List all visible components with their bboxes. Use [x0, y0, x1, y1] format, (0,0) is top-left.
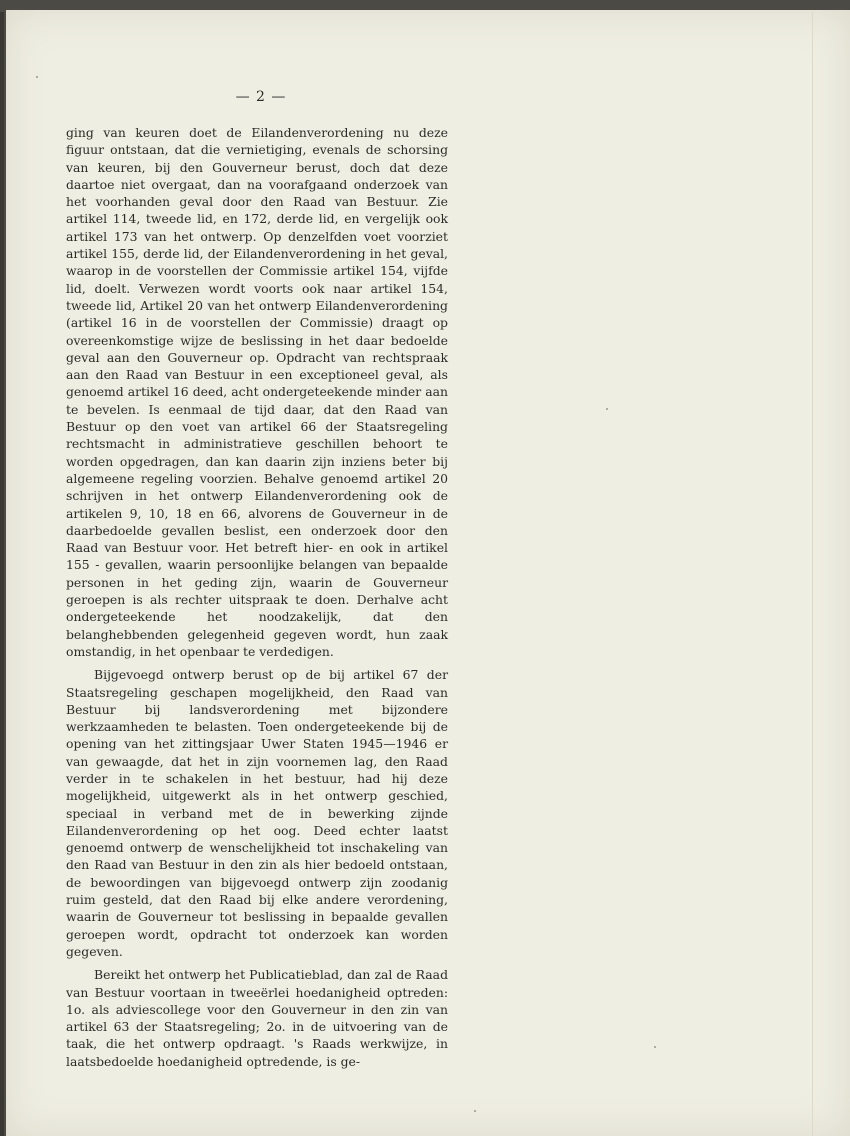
paper-speck [654, 1046, 656, 1048]
fold-crease [0, 12, 4, 1136]
body-text [66, 124, 448, 1070]
paper-speck [474, 1110, 476, 1112]
paragraph-1: ging van keuren doet de Eilandenverordening nu deze figuur ontstaan, dat die vernietiging, evenals de schorsing van keuren, bij den Gouverneur berust, doch dat deze daartoe niet overgaat, dan na voorafgaand onderzoek van het voorhanden geval door den Raad van Bestuur. Zie artikel 114, tweede lid, en 172, derde lid, en vergelijk ook artikel 173 van het ontwerp. Op denzelfden voet voorziet artikel 155, derde lid, der Eilandenverordening in het geval, waarop in de voorstellen der Commissie artikel 154, vijfde lid, doelt. Verwezen wordt voorts ook naar artikel 154, tweede lid, Artikel 20 van het ontwerp Eilandenverordening (artikel 16 in de voorstellen der Commissie) draagt op overeenkomstige wijze de beslissing in het daar bedoelde geval aan den Gouverneur op. Opdracht van rechtspraak aan den Raad van Bestuur in een exceptioneel geval, als genoemd artikel 16 deed, acht ondergeteekende minder aan te bevelen. Is eenmaal de tijd daar, dat den Raad van Bestuur op den voet van artikel 66 der Staatsregeling rechtsmacht in administratieve geschillen behoort te worden opgedragen, dan kan daarin zijn inziens beter bij algemeene regeling voorzien. Behalve genoemd artikel 20 schrijven in het ontwerp Eilandenverordening ook de artikelen 9, 10, 18 en 66, alvorens de Gouverneur in de daarbedoelde gevallen beslist, een onderzoek door den Raad van Bestuur voor. Het betreft hier- en ook in artikel 155 - gevallen, waarin persoonlijke belangen van bepaalde personen in het geding zijn, waarin de Gouverneur geroepen is als rechter uitspraak te doen. Derhalve acht ondergeteekende het noodzakelijk, dat den belanghebbenden gelegenheid gegeven wordt, hun zaak omstandig, in het openbaar te verdedigen. [66, 125, 448, 659]
paragraph-2: Bijgevoegd ontwerp berust op de bij artikel 67 der Staatsregeling geschapen mogelijkheid, den Raad van Bestuur bij landsverordening met bijzondere werkzaamheden te belasten. Toen ondergeteekende bij de opening van het zittingsjaar Uwer Staten 1945—1946 er van gewaagde, dat het in zijn voornemen lag, den Raad verder in te schakelen in het bestuur, had hij deze mogelijkheid, uitgewerkt als in het ontwerp geschied, speciaal in verband met de in bewerking zijnde Eilandenverordening op het oog. Deed echter laatst genoemd ontwerp de wenschelijkheid tot inschakeling van den Raad van Bestuur in den zin als hier bedoeld ontstaan, de bewoordingen van bijgevoegd ontwerp zijn zoodanig ruim gesteld, dat den Raad bij elke andere verordening, waarin de Gouverneur tot beslissing in bepaalde gevallen geroepen wordt, opdracht tot onderzoek kan worden gegeven. [66, 667, 448, 959]
paper-speck [36, 76, 38, 78]
paragraph-3: Bereikt het ontwerp het Publicatieblad, dan zal de Raad van Bestuur voortaan in tweeërlei hoedanigheid optreden: 1o. als adviescollege voor den Gouverneur in den zin van artikel 63 der Staatsregeling; 2o. in de uitvoering van de taak, die het ontwerp opdraagt. 's Raads werkwijze, in laatsbedoelde hoedanigheid optredende, is ge- [66, 967, 448, 1069]
next-sheet-edge [812, 12, 813, 1136]
page-number: — 2 — [235, 89, 287, 105]
paper-speck [606, 408, 608, 410]
